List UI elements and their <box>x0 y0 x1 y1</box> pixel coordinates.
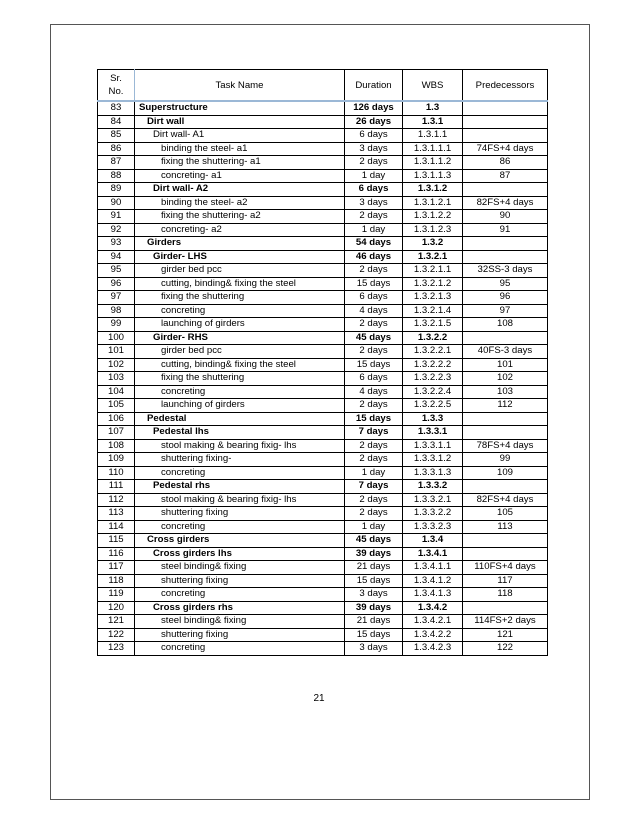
cell-sr-no: 118 <box>98 574 135 588</box>
cell-wbs: 1.3.3.2 <box>403 480 463 494</box>
table-row <box>98 129 548 143</box>
task-schedule-table <box>97 69 548 656</box>
cell-task-name: Pedestal rhs <box>135 480 345 494</box>
cell-sr-no: 113 <box>98 507 135 521</box>
table-row <box>98 210 548 224</box>
cell-wbs: 1.3.3.2.3 <box>403 520 463 534</box>
cell-wbs: 1.3.2.2.3 <box>403 372 463 386</box>
table-row <box>98 453 548 467</box>
cell-duration: 21 days <box>345 615 403 629</box>
cell-duration: 126 days <box>345 101 403 115</box>
cell-predecessors: 118 <box>463 588 548 602</box>
cell-sr-no: 123 <box>98 642 135 656</box>
cell-task-name: binding the steel- a1 <box>135 142 345 156</box>
cell-sr-no: 98 <box>98 304 135 318</box>
cell-wbs: 1.3.4.2.3 <box>403 642 463 656</box>
cell-wbs: 1.3.2.2.2 <box>403 358 463 372</box>
cell-duration: 1 day <box>345 466 403 480</box>
cell-wbs: 1.3.1.1.1 <box>403 142 463 156</box>
cell-predecessors <box>463 101 548 115</box>
cell-duration: 15 days <box>345 412 403 426</box>
cell-predecessors: 95 <box>463 277 548 291</box>
cell-wbs: 1.3.4.2.1 <box>403 615 463 629</box>
table-row <box>98 520 548 534</box>
cell-duration: 26 days <box>345 115 403 129</box>
cell-wbs: 1.3.4.1 <box>403 547 463 561</box>
table-row <box>98 223 548 237</box>
cell-duration: 1 day <box>345 169 403 183</box>
cell-sr-no: 97 <box>98 291 135 305</box>
cell-predecessors: 114FS+2 days <box>463 615 548 629</box>
cell-task-name: launching of girders <box>135 399 345 413</box>
cell-sr-no: 114 <box>98 520 135 534</box>
cell-wbs: 1.3.4 <box>403 534 463 548</box>
cell-task-name: Cross girders lhs <box>135 547 345 561</box>
table-row <box>98 169 548 183</box>
table-row <box>98 466 548 480</box>
cell-predecessors: 87 <box>463 169 548 183</box>
cell-predecessors <box>463 115 548 129</box>
cell-sr-no: 119 <box>98 588 135 602</box>
cell-sr-no: 95 <box>98 264 135 278</box>
cell-duration: 45 days <box>345 331 403 345</box>
cell-task-name: concreting <box>135 466 345 480</box>
cell-task-name: Dirt wall- A1 <box>135 129 345 143</box>
cell-predecessors <box>463 426 548 440</box>
table-row <box>98 615 548 629</box>
cell-wbs: 1.3.4.2 <box>403 601 463 615</box>
cell-duration: 6 days <box>345 183 403 197</box>
table-row <box>98 480 548 494</box>
cell-predecessors <box>463 601 548 615</box>
cell-predecessors: 90 <box>463 210 548 224</box>
cell-duration: 15 days <box>345 574 403 588</box>
cell-predecessors <box>463 250 548 264</box>
cell-sr-no: 100 <box>98 331 135 345</box>
page-number: 21 <box>313 693 325 704</box>
header-predecessors: Predecessors <box>463 70 548 102</box>
cell-predecessors: 99 <box>463 453 548 467</box>
cell-wbs: 1.3 <box>403 101 463 115</box>
cell-sr-no: 86 <box>98 142 135 156</box>
cell-duration: 15 days <box>345 628 403 642</box>
cell-duration: 21 days <box>345 561 403 575</box>
cell-duration: 3 days <box>345 196 403 210</box>
cell-sr-no: 115 <box>98 534 135 548</box>
table-row <box>98 196 548 210</box>
cell-duration: 7 days <box>345 426 403 440</box>
cell-task-name: Superstructure <box>135 101 345 115</box>
cell-predecessors <box>463 237 548 251</box>
cell-duration: 2 days <box>345 493 403 507</box>
cell-sr-no: 108 <box>98 439 135 453</box>
cell-sr-no: 122 <box>98 628 135 642</box>
cell-task-name: concreting <box>135 520 345 534</box>
cell-wbs: 1.3.1.2.3 <box>403 223 463 237</box>
cell-duration: 39 days <box>345 547 403 561</box>
cell-wbs: 1.3.3.1.1 <box>403 439 463 453</box>
header-duration: Duration <box>345 70 403 102</box>
cell-sr-no: 102 <box>98 358 135 372</box>
cell-task-name: concreting- a1 <box>135 169 345 183</box>
cell-wbs: 1.3.1.2.1 <box>403 196 463 210</box>
header-sr-line1: Sr. <box>110 73 122 84</box>
table-row <box>98 601 548 615</box>
header-sr-no <box>98 70 135 102</box>
cell-sr-no: 110 <box>98 466 135 480</box>
cell-predecessors <box>463 331 548 345</box>
cell-sr-no: 93 <box>98 237 135 251</box>
cell-predecessors: 122 <box>463 642 548 656</box>
cell-task-name: concreting <box>135 385 345 399</box>
table-row <box>98 588 548 602</box>
cell-sr-no: 109 <box>98 453 135 467</box>
table-row <box>98 547 548 561</box>
table-row <box>98 399 548 413</box>
cell-task-name: shuttering fixing <box>135 574 345 588</box>
header-wbs: WBS <box>403 70 463 102</box>
table-row <box>98 277 548 291</box>
cell-sr-no: 116 <box>98 547 135 561</box>
table-row <box>98 574 548 588</box>
table-row <box>98 101 548 115</box>
cell-task-name: fixing the shuttering- a1 <box>135 156 345 170</box>
cell-task-name: cutting, binding& fixing the steel <box>135 358 345 372</box>
cell-task-name: concreting- a2 <box>135 223 345 237</box>
cell-task-name: Pedestal lhs <box>135 426 345 440</box>
cell-task-name: fixing the shuttering <box>135 291 345 305</box>
cell-wbs: 1.3.1 <box>403 115 463 129</box>
cell-task-name: stool making & bearing fixig- lhs <box>135 439 345 453</box>
cell-wbs: 1.3.1.1.3 <box>403 169 463 183</box>
cell-predecessors: 105 <box>463 507 548 521</box>
cell-task-name: shuttering fixing <box>135 628 345 642</box>
cell-task-name: concreting <box>135 304 345 318</box>
table-row <box>98 183 548 197</box>
cell-duration: 1 day <box>345 520 403 534</box>
table-row <box>98 331 548 345</box>
cell-predecessors <box>463 547 548 561</box>
table-row <box>98 534 548 548</box>
table-row <box>98 237 548 251</box>
table-row <box>98 507 548 521</box>
table-row <box>98 385 548 399</box>
cell-sr-no: 89 <box>98 183 135 197</box>
cell-task-name: Dirt wall- A2 <box>135 183 345 197</box>
cell-task-name: Girder- LHS <box>135 250 345 264</box>
cell-wbs: 1.3.2.1.2 <box>403 277 463 291</box>
cell-wbs: 1.3.1.2 <box>403 183 463 197</box>
table-row <box>98 156 548 170</box>
cell-duration: 15 days <box>345 277 403 291</box>
table-header-row <box>98 70 548 102</box>
cell-task-name: steel binding& fixing <box>135 615 345 629</box>
cell-sr-no: 117 <box>98 561 135 575</box>
cell-duration: 4 days <box>345 304 403 318</box>
cell-sr-no: 94 <box>98 250 135 264</box>
cell-predecessors: 113 <box>463 520 548 534</box>
cell-sr-no: 85 <box>98 129 135 143</box>
cell-task-name: concreting <box>135 588 345 602</box>
cell-task-name: stool making & bearing fixig- lhs <box>135 493 345 507</box>
cell-predecessors <box>463 412 548 426</box>
cell-predecessors: 91 <box>463 223 548 237</box>
cell-predecessors: 96 <box>463 291 548 305</box>
table-row <box>98 115 548 129</box>
cell-sr-no: 101 <box>98 345 135 359</box>
cell-duration: 3 days <box>345 642 403 656</box>
cell-wbs: 1.3.4.2.2 <box>403 628 463 642</box>
cell-duration: 54 days <box>345 237 403 251</box>
cell-duration: 4 days <box>345 385 403 399</box>
cell-predecessors: 121 <box>463 628 548 642</box>
table-row <box>98 412 548 426</box>
cell-sr-no: 105 <box>98 399 135 413</box>
cell-duration: 3 days <box>345 142 403 156</box>
cell-duration: 2 days <box>345 345 403 359</box>
cell-duration: 2 days <box>345 156 403 170</box>
cell-sr-no: 121 <box>98 615 135 629</box>
cell-task-name: launching of girders <box>135 318 345 332</box>
cell-predecessors <box>463 129 548 143</box>
cell-task-name: Girders <box>135 237 345 251</box>
header-sr-line2: No. <box>108 86 124 97</box>
cell-wbs: 1.3.1.2.2 <box>403 210 463 224</box>
table-row <box>98 318 548 332</box>
cell-sr-no: 96 <box>98 277 135 291</box>
cell-predecessors: 108 <box>463 318 548 332</box>
cell-sr-no: 120 <box>98 601 135 615</box>
cell-wbs: 1.3.2.2.4 <box>403 385 463 399</box>
cell-task-name: girder bed pcc <box>135 345 345 359</box>
cell-wbs: 1.3.4.1.1 <box>403 561 463 575</box>
cell-duration: 2 days <box>345 399 403 413</box>
cell-duration: 6 days <box>345 129 403 143</box>
cell-duration: 2 days <box>345 453 403 467</box>
cell-wbs: 1.3.3.1.3 <box>403 466 463 480</box>
table-row <box>98 426 548 440</box>
table-row <box>98 561 548 575</box>
cell-task-name: Cross girders <box>135 534 345 548</box>
cell-predecessors: 82FS+4 days <box>463 196 548 210</box>
cell-sr-no: 104 <box>98 385 135 399</box>
table-row <box>98 291 548 305</box>
cell-wbs: 1.3.4.1.2 <box>403 574 463 588</box>
cell-duration: 45 days <box>345 534 403 548</box>
cell-sr-no: 92 <box>98 223 135 237</box>
cell-sr-no: 112 <box>98 493 135 507</box>
cell-task-name: concreting <box>135 642 345 656</box>
cell-sr-no: 84 <box>98 115 135 129</box>
cell-predecessors: 82FS+4 days <box>463 493 548 507</box>
cell-duration: 1 day <box>345 223 403 237</box>
cell-sr-no: 99 <box>98 318 135 332</box>
cell-predecessors: 103 <box>463 385 548 399</box>
cell-task-name: fixing the shuttering <box>135 372 345 386</box>
cell-task-name: Girder- RHS <box>135 331 345 345</box>
cell-predecessors: 74FS+4 days <box>463 142 548 156</box>
cell-duration: 46 days <box>345 250 403 264</box>
cell-predecessors: 102 <box>463 372 548 386</box>
cell-duration: 2 days <box>345 507 403 521</box>
cell-sr-no: 87 <box>98 156 135 170</box>
table-row <box>98 250 548 264</box>
cell-predecessors: 86 <box>463 156 548 170</box>
cell-duration: 6 days <box>345 291 403 305</box>
cell-task-name: Cross girders rhs <box>135 601 345 615</box>
table-row <box>98 358 548 372</box>
cell-task-name: steel binding& fixing <box>135 561 345 575</box>
cell-wbs: 1.3.1.1.2 <box>403 156 463 170</box>
cell-predecessors <box>463 534 548 548</box>
cell-task-name: shuttering fixing <box>135 507 345 521</box>
table-row <box>98 642 548 656</box>
cell-predecessors <box>463 480 548 494</box>
cell-duration: 2 days <box>345 439 403 453</box>
cell-task-name: cutting, binding& fixing the steel <box>135 277 345 291</box>
cell-duration: 3 days <box>345 588 403 602</box>
cell-task-name: Dirt wall <box>135 115 345 129</box>
cell-predecessors: 112 <box>463 399 548 413</box>
cell-predecessors: 78FS+4 days <box>463 439 548 453</box>
cell-wbs: 1.3.2.2.5 <box>403 399 463 413</box>
cell-wbs: 1.3.2.2 <box>403 331 463 345</box>
cell-wbs: 1.3.2.1.4 <box>403 304 463 318</box>
cell-sr-no: 106 <box>98 412 135 426</box>
cell-wbs: 1.3.3.2.2 <box>403 507 463 521</box>
cell-wbs: 1.3.2.2.1 <box>403 345 463 359</box>
task-rows <box>98 101 548 655</box>
table-row <box>98 142 548 156</box>
cell-predecessors: 97 <box>463 304 548 318</box>
table-row <box>98 304 548 318</box>
table-row <box>98 628 548 642</box>
header-task-name: Task Name <box>135 70 345 102</box>
cell-sr-no: 83 <box>98 101 135 115</box>
cell-sr-no: 103 <box>98 372 135 386</box>
cell-duration: 2 days <box>345 210 403 224</box>
cell-predecessors: 109 <box>463 466 548 480</box>
cell-sr-no: 107 <box>98 426 135 440</box>
cell-wbs: 1.3.2 <box>403 237 463 251</box>
cell-task-name: binding the steel- a2 <box>135 196 345 210</box>
cell-wbs: 1.3.2.1.3 <box>403 291 463 305</box>
cell-predecessors: 101 <box>463 358 548 372</box>
cell-duration: 15 days <box>345 358 403 372</box>
cell-duration: 39 days <box>345 601 403 615</box>
cell-predecessors: 40FS-3 days <box>463 345 548 359</box>
cell-duration: 2 days <box>345 318 403 332</box>
cell-duration: 6 days <box>345 372 403 386</box>
table-row <box>98 439 548 453</box>
cell-sr-no: 88 <box>98 169 135 183</box>
cell-wbs: 1.3.2.1 <box>403 250 463 264</box>
cell-duration: 7 days <box>345 480 403 494</box>
cell-task-name: fixing the shuttering- a2 <box>135 210 345 224</box>
cell-predecessors: 32SS-3 days <box>463 264 548 278</box>
table-row <box>98 372 548 386</box>
cell-sr-no: 91 <box>98 210 135 224</box>
table-row <box>98 345 548 359</box>
cell-duration: 2 days <box>345 264 403 278</box>
cell-predecessors <box>463 183 548 197</box>
cell-wbs: 1.3.4.1.3 <box>403 588 463 602</box>
cell-task-name: shuttering fixing- <box>135 453 345 467</box>
cell-sr-no: 90 <box>98 196 135 210</box>
cell-task-name: girder bed pcc <box>135 264 345 278</box>
table-row <box>98 264 548 278</box>
cell-wbs: 1.3.3 <box>403 412 463 426</box>
cell-wbs: 1.3.2.1.5 <box>403 318 463 332</box>
table-row <box>98 493 548 507</box>
cell-predecessors: 110FS+4 days <box>463 561 548 575</box>
cell-wbs: 1.3.2.1.1 <box>403 264 463 278</box>
cell-wbs: 1.3.3.1 <box>403 426 463 440</box>
cell-predecessors: 117 <box>463 574 548 588</box>
cell-wbs: 1.3.1.1 <box>403 129 463 143</box>
cell-wbs: 1.3.3.2.1 <box>403 493 463 507</box>
cell-task-name: Pedestal <box>135 412 345 426</box>
cell-wbs: 1.3.3.1.2 <box>403 453 463 467</box>
cell-sr-no: 111 <box>98 480 135 494</box>
